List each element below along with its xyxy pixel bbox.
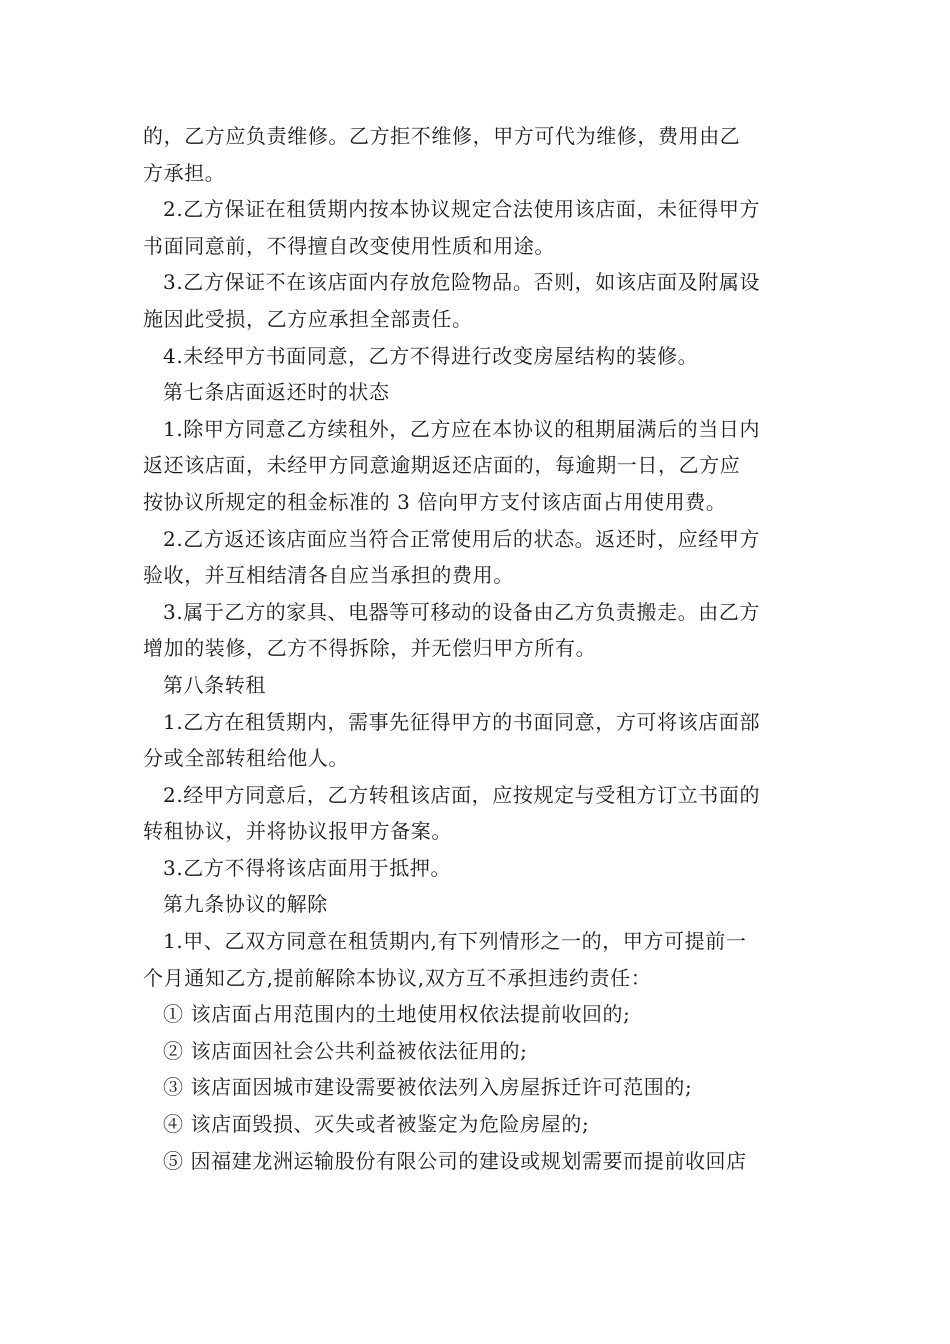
- text-line: 2.乙方返还该店面应当符合正常使用后的状态。返还时，应经甲方: [163, 526, 761, 551]
- section-heading: 第九条协议的解除: [163, 892, 328, 917]
- section-heading: 第八条转租: [163, 672, 266, 697]
- text-line: 2.经甲方同意后，乙方转租该店面，应按规定与受租方订立书面的: [163, 782, 761, 807]
- text-line: 返还该店面，未经甲方同意逾期返还店面的，每逾期一日，乙方应: [143, 453, 741, 478]
- text-line: 3.乙方不得将该店面用于抵押。: [163, 855, 452, 880]
- text-line: 2.乙方保证在租赁期内按本协议规定合法使用该店面，未征得甲方: [163, 197, 761, 222]
- list-item: ② 该店面因社会公共利益被依法征用的;: [163, 1038, 528, 1063]
- text-line: 分或全部转租给他人。: [143, 746, 349, 771]
- text-line: 书面同意前，不得擅自改变使用性质和用途。: [143, 233, 555, 258]
- list-item: ⑤ 因福建龙洲运输股份有限公司的建设或规划需要而提前收回店: [163, 1148, 747, 1173]
- text-line: 1.甲、乙双方同意在租赁期内,有下列情形之一的，甲方可提前一: [163, 929, 747, 954]
- text-line: 1.乙方在租赁期内，需事先征得甲方的书面同意，方可将该店面部: [163, 709, 761, 734]
- text-line: 验收，并互相结清各自应当承担的费用。: [143, 563, 514, 588]
- document-body: [143, 118, 823, 1179]
- text-line: 按协议所规定的租金标准的 3 倍向甲方支付该店面占用使用费。: [143, 489, 727, 514]
- text-line: 施因此受损，乙方应承担全部责任。: [143, 306, 473, 331]
- list-item: ① 该店面占用范围内的土地使用权依法提前收回的;: [163, 1002, 631, 1027]
- list-item: ④ 该店面毁损、灭失或者被鉴定为危险房屋的;: [163, 1112, 590, 1137]
- text-line: 3.乙方保证不在该店面内存放危险物品。否则，如该店面及附属设: [163, 270, 761, 295]
- text-line: 1.除甲方同意乙方续租外，乙方应在本协议的租期届满后的当日内: [163, 416, 761, 441]
- text-line: 3.属于乙方的家具、电器等可移动的设备由乙方负责搬走。由乙方: [163, 599, 761, 624]
- text-line: 增加的装修，乙方不得拆除，并无偿归甲方所有。: [143, 636, 597, 661]
- text-line: 的，乙方应负责维修。乙方拒不维修，甲方可代为维修，费用由乙: [143, 124, 741, 148]
- text-line: 4.未经甲方书面同意，乙方不得进行改变房屋结构的装修。: [163, 343, 699, 368]
- text-line: 个月通知乙方,提前解除本协议,双方互不承担违约责任：: [143, 965, 652, 990]
- text-line: 方承担。: [143, 160, 226, 185]
- section-heading: 第七条店面返还时的状态: [163, 380, 390, 405]
- list-item: ③ 该店面因城市建设需要被依法列入房屋拆迁许可范围的;: [163, 1075, 693, 1100]
- text-line: 转租协议，并将协议报甲方备案。: [143, 819, 452, 844]
